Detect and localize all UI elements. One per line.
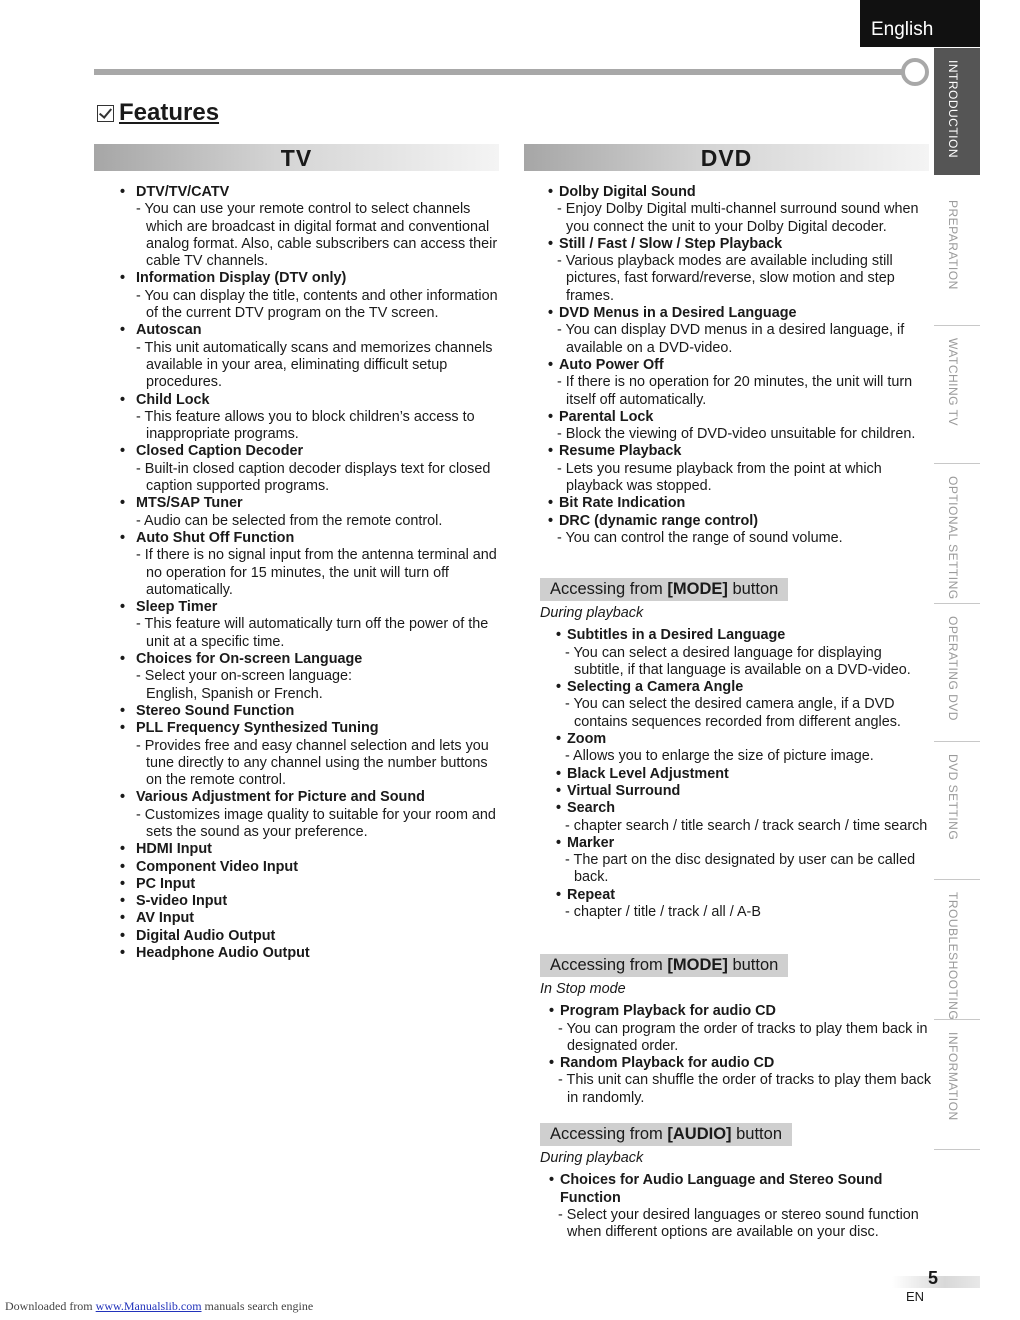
feature-description [548,201,933,236]
feature-description [120,201,505,270]
list-item [556,731,935,766]
desc-dash: - [565,817,574,834]
mode-bar-prefix: Accessing from [550,580,668,598]
list-item [548,443,933,495]
mode-feature-list [540,627,935,921]
list-item [120,841,505,858]
mode-context-label: During playback [540,1150,644,1166]
feature-description [120,513,505,530]
feature-description [548,461,933,496]
footer-suffix: manuals search engine [201,1299,314,1313]
feature-title: • Headphone Audio Output [120,945,505,962]
feature-title: • Dolby Digital Sound [548,184,933,201]
feature-title: • Resume Playback [548,443,933,460]
feature-title: • Program Playback for audio CD [549,1003,935,1020]
dvd-feature-list [548,184,933,547]
description-text: This feature allows you to block children’s access to inappropriate programs. [144,408,475,443]
desc-dash: - [136,668,145,685]
description-text: You can control the range of sound volume. [565,529,843,546]
feature-description [120,288,505,323]
feature-title: • Auto Shut Off Function [120,530,505,547]
page-number: 5 [928,1268,939,1288]
list-item [120,876,505,893]
list-item [120,789,505,841]
feature-description [549,1207,935,1242]
feature-description [556,904,935,921]
feature-description [120,686,505,703]
mode-context-label: During playback [540,605,644,621]
list-item [120,392,505,444]
top-rule-circle [901,58,929,86]
feature-title: • Virtual Surround [556,783,935,800]
mode-bar-suffix: button [731,1125,782,1143]
feature-description [556,748,935,765]
side-tab-preparation[interactable] [934,188,980,326]
page-language-code: EN [906,1289,925,1304]
features-title-text: Features [119,99,220,126]
feature-title: • Auto Power Off [548,357,933,374]
feature-title: • AV Input [120,910,505,927]
description-text: Block the viewing of DVD-video unsuitable for children. [565,426,916,443]
desc-dash: - [565,644,574,661]
description-text: If there is no signal input from the antenna terminal and no operation for 15 minutes, the unit will turn off automatically. [144,547,497,598]
list-item [548,495,933,512]
mode-feature-list [540,1003,935,1107]
tv-feature-list [120,184,505,962]
list-item [549,1055,935,1107]
mode-section [540,1123,935,1241]
feature-description [549,1072,935,1107]
list-item [120,703,505,720]
desc-dash: - [136,201,145,218]
list-item [120,322,505,391]
side-tab-label: TROUBLESHOOTING [946,892,960,1021]
mode-access-bar [540,954,788,977]
desc-dash: - [565,904,574,921]
side-tab-troubleshooting[interactable] [934,880,980,1020]
desc-dash: - [558,1020,567,1037]
feature-title: • Stereo Sound Function [120,703,505,720]
description-text: chapter / title / track / all / A-B [573,904,761,921]
list-item [556,783,935,800]
description-text: Various playback modes are available including still pictures, fast forward/reverse, slow motion and step frames. [565,253,895,304]
list-item [120,443,505,495]
side-tab-label: DVD SETTING [946,754,960,841]
feature-description [548,253,933,305]
feature-title: • Zoom [556,731,935,748]
dvd-section-header: DVD [524,144,929,171]
description-text: Select your desired languages or stereo sound function when different options are available on your disc. [566,1206,919,1241]
list-item [120,945,505,962]
feature-description [556,818,935,835]
list-item [120,651,505,703]
feature-description [120,616,505,651]
mode-bar-key: [MODE] [667,580,728,598]
mode-access-bar [540,1123,792,1146]
list-item [556,887,935,922]
desc-dash: - [136,460,145,477]
feature-description [548,322,933,357]
footer-prefix: Downloaded from [5,1299,96,1313]
mode-feature-list [540,1172,935,1241]
feature-title: • HDMI Input [120,841,505,858]
mode-bar-key: [MODE] [667,956,728,974]
side-tab-label: PREPARATION [946,200,960,290]
list-item [120,495,505,530]
desc-dash: - [557,426,566,443]
list-item [548,305,933,357]
description-text: This unit automatically scans and memorizes channels available in your area, eliminating difficult setup procedures. [144,339,493,391]
list-item [556,679,935,731]
mode-bar-prefix: Accessing from [550,956,668,974]
description-text: Select your on-screen language: [144,668,352,685]
feature-title: • DRC (dynamic range control) [548,513,933,530]
desc-dash: - [557,253,566,270]
feature-description [556,852,935,887]
feature-title: • S-video Input [120,893,505,910]
desc-dash: - [136,339,145,356]
list-item [120,530,505,599]
list-item [548,409,933,444]
list-item [120,910,505,927]
list-item [548,357,933,409]
feature-title: • Random Playback for audio CD [549,1055,935,1072]
desc-dash: - [565,748,573,765]
download-footer [5,1299,313,1314]
description-text: Allows you to enlarge the size of picture image. [573,748,874,765]
side-tab-label: INFORMATION [946,1032,960,1121]
feature-description [120,547,505,599]
side-tab-label: OPERATING DVD [946,616,960,721]
side-tab-information[interactable] [934,1020,980,1150]
feature-title: • Choices for Audio Language and Stereo Sound Function [549,1172,935,1207]
feature-description [556,645,935,680]
desc-dash: - [558,1072,567,1089]
feature-title: • Selecting a Camera Angle [556,679,935,696]
mode-section [540,578,935,921]
description-text: Customizes image quality to suitable for your room and sets the sound as your preference. [144,806,496,840]
desc-dash: - [558,1206,567,1223]
side-tab-operating-dvd[interactable] [934,604,980,742]
desc-dash: - [565,696,574,713]
feature-description [549,1021,935,1056]
manualslib-link[interactable]: www.Manualslib.com [95,1299,202,1313]
description-text: Enjoy Dolby Digital multi-channel surround sound when you connect the unit to your Dolby Digital decoder. [565,201,919,235]
feature-title: • MTS/SAP Tuner [120,495,505,512]
feature-title: • Bit Rate Indication [548,495,933,512]
list-item [549,1172,935,1241]
description-text: You can select the desired camera angle, if a DVD contains sequences recorded from different angles. [573,696,901,730]
feature-title: • Marker [556,835,935,852]
desc-dash: - [557,374,566,391]
feature-title: • Sleep Timer [120,599,505,616]
feature-description [120,340,505,392]
list-item [120,720,505,789]
feature-description [120,409,505,444]
description-text: This unit can shuffle the order of tracks to play them back in randomly. [566,1072,932,1106]
feature-description [556,696,935,731]
side-tab-label: WATCHING TV [946,338,960,426]
top-rule [94,69,906,75]
feature-description [548,530,933,547]
feature-title: • Digital Audio Output [120,928,505,945]
list-item [120,599,505,651]
feature-title: • DTV/TV/CATV [120,184,505,201]
description-text: You can select a desired language for displaying subtitle, if that language is available on a DVD-video. [573,644,911,678]
description-text: Built-in closed caption decoder displays text for closed caption supported programs. [144,460,491,495]
mode-bar-prefix: Accessing from [550,1125,668,1143]
feature-title: • Black Level Adjustment [556,766,935,783]
side-tab-optional-setting[interactable] [934,464,980,604]
description-text: Provides free and easy channel selection and lets you tune directly to any channel using the number buttons on the remote control. [144,737,489,789]
feature-title: • Subtitles in a Desired Language [556,627,935,644]
list-item [120,184,505,270]
feature-title: • Information Display (DTV only) [120,270,505,287]
description-text: chapter search / title search / track search / time search [573,817,928,834]
list-item [120,270,505,322]
feature-description [120,668,505,685]
page-title [97,96,219,130]
desc-dash: - [136,737,145,754]
desc-dash: - [557,322,566,339]
list-item [556,800,935,835]
feature-title: • Closed Caption Decoder [120,443,505,460]
list-item [120,893,505,910]
side-tab-watching-tv[interactable] [934,326,980,464]
tv-section-header: TV [94,144,499,171]
side-tab-label: OPTIONAL SETTING [946,476,960,600]
feature-title: • PC Input [120,876,505,893]
desc-dash: - [557,201,566,218]
mode-section [540,954,935,1107]
list-item [548,236,933,305]
mode-bar-key: [AUDIO] [667,1125,732,1143]
list-item [556,766,935,783]
desc-dash: - [136,616,145,633]
description-text: English, Spanish or French. [146,685,323,702]
desc-dash: - [136,287,145,304]
desc-dash: - [136,512,144,529]
feature-description [120,807,505,842]
description-text: The part on the disc designated by user can be called back. [573,852,916,886]
list-item [548,184,933,236]
feature-title: • Child Lock [120,392,505,409]
list-item [556,627,935,679]
list-item [548,513,933,548]
description-text: You can program the order of tracks to play them back in designated order. [566,1020,928,1054]
desc-dash: - [136,806,145,823]
mode-access-bar [540,578,788,601]
desc-dash: - [136,408,145,425]
feature-title: • Autoscan [120,322,505,339]
side-tab-introduction[interactable] [934,48,980,175]
description-text: You can display DVD menus in a desired language, if available on a DVD-video. [565,322,905,356]
feature-title: • Various Adjustment for Picture and Sound [120,789,505,806]
feature-description [120,738,505,790]
checkbox-icon [97,105,114,122]
description-text: Lets you resume playback from the point at which playback was stopped. [565,460,882,495]
description-text: Audio can be selected from the remote control. [144,512,443,529]
description-text: You can use your remote control to select channels which are broadcast in digital format and conventional analog format. Also, cable subscribers can access their cable TV channels. [144,201,498,270]
mode-bar-suffix: button [727,580,779,598]
feature-description [548,374,933,409]
list-item [120,859,505,876]
feature-title: • Repeat [556,887,935,904]
mode-bar-suffix: button [727,956,779,974]
description-text: If there is no operation for 20 minutes, the unit will turn itself off automatically. [565,374,913,408]
feature-description [548,426,933,443]
list-item [549,1003,935,1055]
description-text: You can display the title, contents and other information of the current DTV program on the TV screen. [144,287,498,322]
feature-title: • Choices for On-screen Language [120,651,505,668]
feature-title: • DVD Menus in a Desired Language [548,305,933,322]
desc-dash: - [557,529,566,546]
desc-dash: - [565,852,574,869]
feature-description [120,461,505,496]
feature-title: • Still / Fast / Slow / Step Playback [548,236,933,253]
side-tab-label: INTRODUCTION [946,60,960,158]
feature-title: • PLL Frequency Synthesized Tuning [120,720,505,737]
feature-title: • Search [556,800,935,817]
list-item [556,835,935,887]
mode-context-label: In Stop mode [540,981,626,997]
description-text: This feature will automatically turn off the power of the unit at a specific time. [144,616,489,650]
side-tab-dvd-setting[interactable] [934,742,980,880]
feature-title: • Parental Lock [548,409,933,426]
desc-dash: - [557,460,566,477]
list-item [120,928,505,945]
desc-dash: - [136,547,145,564]
language-tab: English [860,0,980,47]
feature-title: • Component Video Input [120,859,505,876]
